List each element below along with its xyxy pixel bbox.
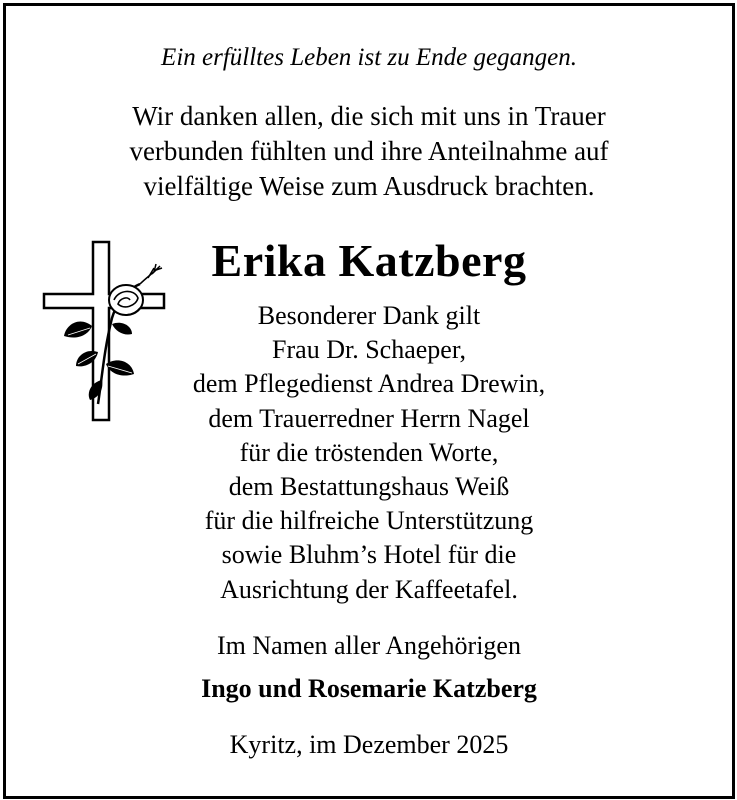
gratitude-line: dem Pflegedienst Andrea Drewin, bbox=[192, 369, 546, 399]
signoff: Im Namen aller Angehörigen bbox=[217, 631, 521, 660]
gratitude-line: Frau Dr. Schaeper, bbox=[272, 335, 466, 365]
place-date: Kyritz, im Dezember 2025 bbox=[229, 730, 509, 759]
family-names: Ingo und Rosemarie Katzberg bbox=[201, 674, 537, 703]
thanks-line: vielfältige Weise zum Ausdruck brachten. bbox=[143, 171, 595, 201]
motto: Ein erfülltes Leben ist zu Ende gegangen. bbox=[161, 44, 577, 71]
deceased-name: Erika Katzberg bbox=[211, 235, 527, 286]
thanks-line: Wir danken allen, die sich mit uns in Trauer bbox=[132, 101, 606, 131]
gratitude-line: Ausrichtung der Kaffeetafel. bbox=[220, 574, 518, 604]
gratitude-line: dem Trauerredner Herrn Nagel bbox=[208, 403, 530, 433]
obituary-notice bbox=[3, 3, 735, 799]
gratitude-line: Besonderer Dank gilt bbox=[257, 301, 481, 330]
gratitude-line: für die tröstenden Worte, bbox=[239, 437, 499, 467]
gratitude-paragraph bbox=[6, 299, 732, 607]
thanks-paragraph bbox=[6, 99, 732, 204]
thanks-line: verbunden fühlten und ihre Anteilnahme auf bbox=[129, 136, 609, 166]
gratitude-line: für die hilfreiche Unterstützung bbox=[204, 506, 534, 536]
gratitude-line: sowie Bluhm’s Hotel für die bbox=[221, 540, 517, 570]
gratitude-line: dem Bestattungshaus Weiß bbox=[228, 472, 510, 502]
